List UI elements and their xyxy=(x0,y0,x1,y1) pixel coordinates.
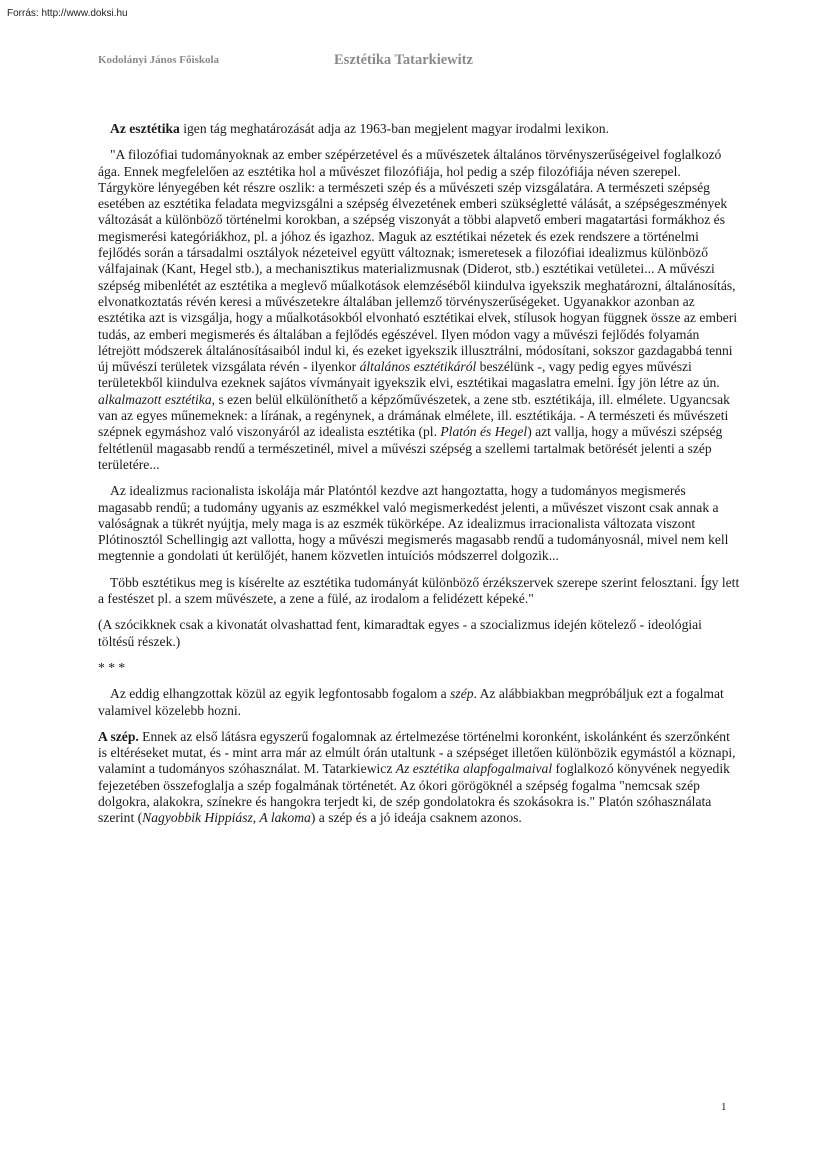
concept-text-2: . Az alábbiakban megpróbáljuk ezt a fogalmat valamivel közelebb hozni. xyxy=(98,686,724,718)
paragraph-lexicon-quote xyxy=(98,147,740,473)
page-header xyxy=(0,52,827,72)
quote-text-3: , s ezen belül elkülöníthető a képzőművészetek, a zene stb. esztétikája, ill. elmélete. Ugyancsak van az egyes műnemeknek: a lírának, a regénynek, a drámának elmélete, ill. esztétikája. - A természeti és művészeti szépnek egymáshoz való viszonyáról az idealista esztétika (pl. xyxy=(98,391,730,440)
quote-text-2: beszélünk -, vagy pedig egyes művészi területekből kiindulva ezeknek sajátos vívmányait igyekszik elvi, esztétikai magaslatra emelni. Így jön létre az ún. xyxy=(98,359,720,391)
emph-beautiful: szép xyxy=(450,686,474,702)
source-url: Forrás: http://www.doksi.hu xyxy=(7,8,128,19)
paragraph-note: (A szócikknek csak a kivonatát olvashattad fent, kimaradtak egyes - a szocializmus idején kötelező - ideológiai töltésű részek.) xyxy=(98,617,702,649)
emph-general-aesthetics: általános esztétikáról xyxy=(359,359,477,375)
emph-plato-hegel: Platón és Hegel xyxy=(440,424,528,440)
book-title: Az esztétika alapfogalmaival xyxy=(395,761,553,777)
paragraph-intro xyxy=(98,121,740,137)
paragraph-idealism: Az idealizmus racionalista iskolája már Platóntól kezdve azt hangoztatta, hogy a tudományos megismerés magasabb rendű; a tudomány ugyanis az eszmékkel való megismerkedést jelenti, a művészet viszont csak annak a valóságnak a tükrét nyújtja, mely maga is az eszmék tükörképe. Az idealizmus irracionalista változata viszont Plótinosztól Schellingig azt vallotta, hogy a művészi megismerés magasabb rendű a tudományosnál, mivel nem kell megtennie a gondolati út kerülőjét, hanem közvetlen intuíciós módszerrel dolgozik... xyxy=(98,483,729,564)
term-the-beautiful: A szép. xyxy=(98,728,139,744)
paragraph-beauty-concept xyxy=(98,686,740,719)
emph-applied-aesthetics: alkalmazott esztétika xyxy=(98,391,212,407)
page-number: 1 xyxy=(721,1101,727,1113)
section-separator: * * * xyxy=(98,659,126,675)
beautiful-text-3: ) a szép és a jó ideája csaknem azonos. xyxy=(310,810,522,826)
quote-text-4: ) azt vallja, hogy a művészi szépség feltétlenül magasabb rendű a természetinél, mivel a művészi szépség a szellemi tartalmak betörését jelenti a szép területére... xyxy=(98,424,723,472)
document-body xyxy=(98,121,740,837)
paragraph-senses: Több esztétikus meg is kísérelte az esztétika tudományát különböző érzékszervek szerepe szerint felosztani. Így lett a festészet pl. a szem művészete, a zene a fülé, az irodalom a felidézett képeké." xyxy=(98,574,740,607)
document-title: Esztétika Tatarkiewitz xyxy=(334,52,473,68)
quote-text-1: "A filozófiai tudományoknak az ember szépérzetével és a művészetek általános törvényszerűségeivel foglalkozó ága. Ennek megfelelően az esztétika hol a művészet filozófiája, hol pedig a szép filozófiája néven szerepel. Tárgyköre lényegében két részre oszlik: a természeti szép és a művészeti szép vizsgálatára. A természeti szépség esetében az esztétika feladata megvizsgálni a szépség élvezetének emberi szükségletté válását, a szépségeszmények változását a különböző történelmi korokban, a szépség viszonyát a többi alapvető emberi magatartási formákhoz és megismerési kategóriákhoz, pl. a jóhoz és igazhoz. Maguk az esztétikai nézetek és ezek rendszere a történelmi fejlődés során a társadalmi osztályok nézeteivel együtt változnak; ismeretesek a filozófiai idealizmus különböző válfajainak (Kant, Hegel stb.), a mechanisztikus materializmusnak (Diderot, stb.) esztétikai vetületei... A művészi szépség mibenlétét az esztétika a meglevő műalkotások elemzéséből kiindulva igyekszik meghatározni, általánosítás, elvonatkoztatás révén keresi a művészetekre általában jellemző törvényszerűségeket. Ugyanakkor azonban az esztétika azt is vizsgálja, hogy a műalkotásokból elvonható esztétikai elvek, stílusok hogyan függnek össze az emberi tudás, az emberi megismerés és általában a fejlődés egészével. Ilyen módon vagy a művészi fejlődés folyamán létrejött módszerek általánosításaiból indul ki, és ezeket igyekszik illusztrálni, módosítani, sokszor gazdagabbá tenni új művészi területek vizsgálata révén - ilyenkor xyxy=(98,147,738,375)
paragraph-the-beautiful xyxy=(98,729,740,827)
beautiful-text-1: Ennek az első látásra egyszerű fogalomnak az értelmezése történelmi koronként, iskolánként és szerzőnként is eltéréseket mutat, és - mint arra már az elmúlt órán utaltunk - a szépséget illetően különbözik egymástól a köznapi, valamint a tudományos szóhasználat. M. Tatarkiewicz xyxy=(98,728,736,777)
plato-works: Nagyobbik Hippiász, A lakoma xyxy=(142,810,311,826)
term-aesthetics: Az esztétika xyxy=(110,121,180,136)
school-name: Kodolányi János Főiskola xyxy=(98,54,220,66)
beautiful-text-2: foglalkozó könyvének negyedik fejezetében összefoglalja a szép fogalmának történetét. Az ókori görögöknél a szépség fogalma "nemcsak szép dolgokra, alakokra, színekre és hangokra terjedt ki, de szép gondolatokra és szokásokra is." Platón szóhasználata szerint ( xyxy=(98,761,730,826)
intro-text: igen tág meghatározását adja az 1963-ban megjelent magyar irodalmi lexikon. xyxy=(179,121,610,136)
concept-text-1: Az eddig elhangzottak közül az egyik legfontosabb fogalom a xyxy=(110,686,451,702)
